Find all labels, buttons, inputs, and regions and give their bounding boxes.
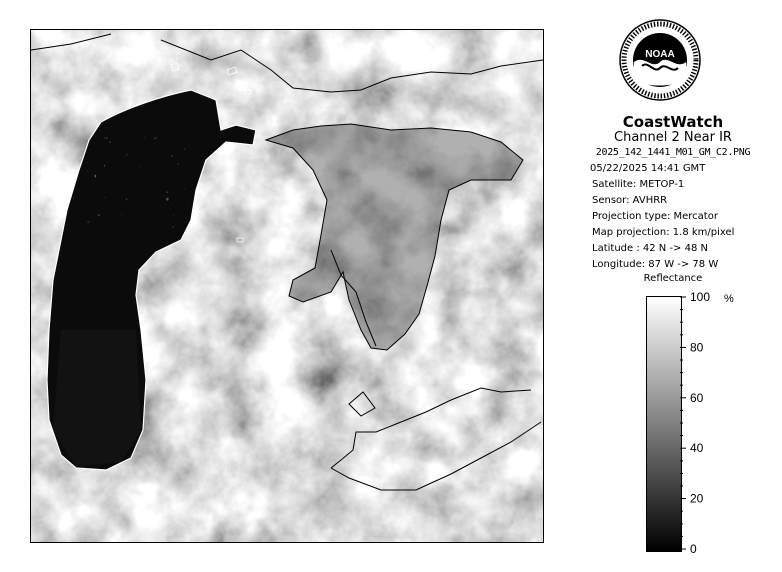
colorbar-tick-label: 80 xyxy=(690,340,704,355)
colorbar-tick-label: 100 xyxy=(690,290,711,304)
longitude-range: Longitude: 87 W -> 78 W xyxy=(592,259,719,270)
colorbar-scale xyxy=(646,290,756,560)
satellite-map xyxy=(30,29,544,543)
sensor-info: Sensor: AVHRR xyxy=(592,195,668,206)
unit-label: % xyxy=(724,293,734,305)
colorbar-tick-label: 40 xyxy=(690,441,704,456)
colorbar-tick-label: 60 xyxy=(690,390,704,405)
product-title: CoastWatch xyxy=(622,113,724,131)
colorbar-tick-label: 20 xyxy=(690,491,704,506)
noaa-logo xyxy=(618,18,702,102)
file-name: 2025_142_1441_M01_GM_C2.PNG xyxy=(595,147,751,158)
colorbar-tick-label: 0 xyxy=(690,542,697,556)
satellite-info: Satellite: METOP-1 xyxy=(592,179,685,190)
channel-name: Channel 2 Near IR xyxy=(614,130,732,145)
map-projection: Map projection: 1.8 km/pixel xyxy=(592,227,735,238)
acquisition-datetime: 05/22/2025 14:41 GMT xyxy=(590,163,706,174)
projection-type: Projection type: Mercator xyxy=(592,211,718,222)
lake-michigan-shadow xyxy=(53,330,141,466)
logo-text: NOAA xyxy=(645,49,675,60)
legend-title: Reflectance xyxy=(643,273,703,284)
map-canvas xyxy=(31,30,543,542)
latitude-range: Latitude : 42 N -> 48 N xyxy=(592,243,708,254)
